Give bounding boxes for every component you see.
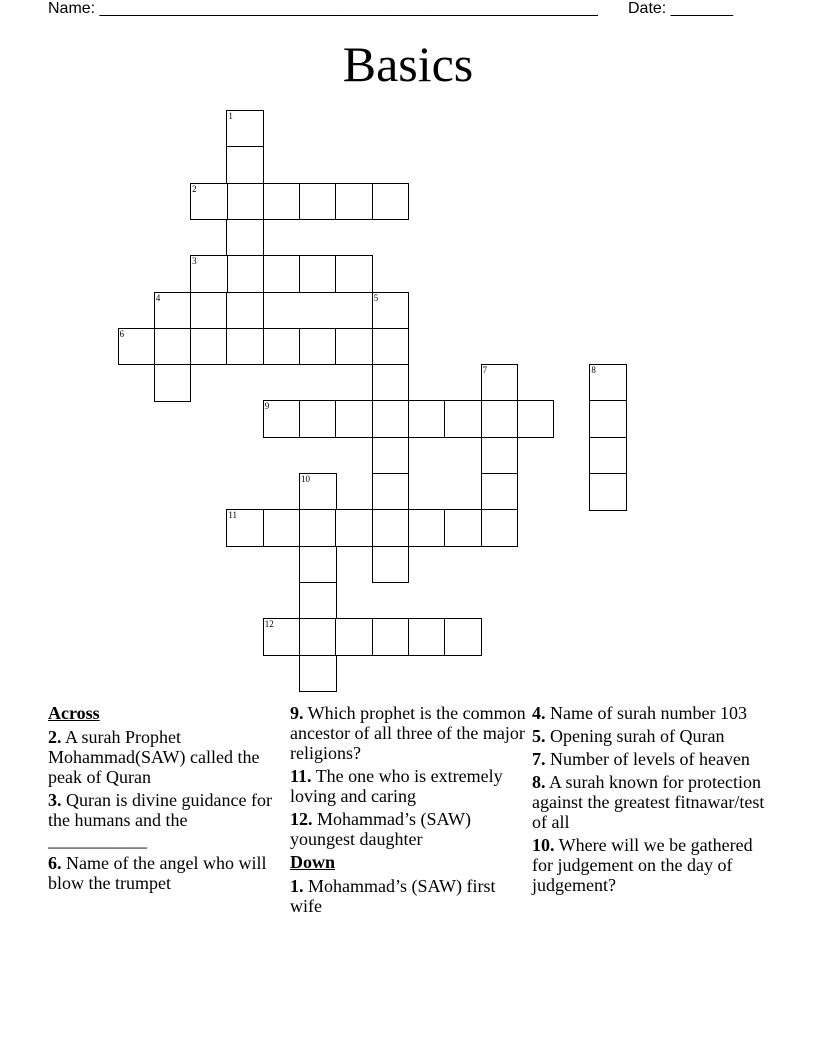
crossword-cell[interactable] xyxy=(190,183,228,221)
crossword-cell[interactable] xyxy=(408,618,446,656)
clue-number: 10 xyxy=(301,474,310,484)
crossword-cell[interactable] xyxy=(154,328,192,366)
crossword-cell[interactable] xyxy=(372,437,410,475)
clue-item xyxy=(532,703,767,723)
crossword-cell[interactable] xyxy=(263,328,301,366)
clue-item xyxy=(48,727,278,787)
crossword-cell[interactable] xyxy=(263,618,301,656)
crossword-cell[interactable] xyxy=(263,183,301,221)
crossword-cell[interactable] xyxy=(263,255,301,293)
crossword-cell[interactable] xyxy=(299,400,337,438)
crossword-cell[interactable] xyxy=(299,546,337,584)
crossword-cell[interactable] xyxy=(335,255,373,293)
crossword-cell[interactable] xyxy=(517,400,555,438)
crossword-cell[interactable] xyxy=(226,292,264,330)
down-heading: Down xyxy=(290,852,336,872)
clue-number: 11 xyxy=(228,510,238,521)
clue-item-number: 8. xyxy=(532,772,546,792)
clue-item-text: Opening surah of Quran xyxy=(545,726,725,746)
crossword-cell[interactable] xyxy=(154,292,192,330)
clue-item-number: 5. xyxy=(532,726,546,746)
crossword-cell[interactable] xyxy=(263,400,301,438)
crossword-cell[interactable] xyxy=(118,328,156,366)
clue-item xyxy=(290,809,530,849)
clue-number: 2 xyxy=(192,183,197,194)
clue-item-text: Name of the angel who will blow the trumpet xyxy=(48,853,267,893)
crossword-cell[interactable] xyxy=(226,255,264,293)
crossword-cell[interactable] xyxy=(226,146,264,184)
clue-item xyxy=(532,726,767,746)
crossword-cell[interactable] xyxy=(190,328,228,366)
crossword-cell[interactable] xyxy=(589,437,627,475)
crossword-cell[interactable] xyxy=(299,582,337,620)
crossword-cell[interactable] xyxy=(226,328,264,366)
crossword-cell[interactable] xyxy=(481,473,519,511)
crossword-cell[interactable] xyxy=(372,183,410,221)
clue-item-number: 10. xyxy=(532,835,555,855)
crossword-cell[interactable] xyxy=(299,328,337,366)
clue-number: 4 xyxy=(155,292,161,303)
clue-number: 8 xyxy=(591,365,596,376)
crossword-cell[interactable] xyxy=(408,509,446,547)
across-heading: Across xyxy=(48,703,100,723)
clue-item-number: 7. xyxy=(532,749,546,769)
crossword-cell[interactable] xyxy=(226,509,264,547)
crossword-cell[interactable] xyxy=(372,546,410,584)
clue-number: 12 xyxy=(264,619,274,630)
clue-item-number: 9. xyxy=(290,703,304,723)
clue-column-1 xyxy=(48,703,278,896)
clue-column-2 xyxy=(290,703,530,919)
crossword-cell[interactable] xyxy=(299,255,337,293)
crossword-cell[interactable] xyxy=(335,509,373,547)
clue-number: 5 xyxy=(373,292,379,303)
crossword-cell[interactable] xyxy=(299,655,337,693)
clue-item-text: Mohammad’s (SAW) first wife xyxy=(290,876,496,916)
clue-item-text: Quran is divine guidance for the humans and the ___________ xyxy=(48,790,272,850)
clue-item-text: Number of levels of heaven xyxy=(545,749,750,769)
crossword-cell[interactable] xyxy=(372,364,410,402)
crossword-cell[interactable] xyxy=(299,618,337,656)
clue-item xyxy=(532,835,767,895)
clue-column-3 xyxy=(532,703,767,898)
clue-item-number: 12. xyxy=(290,809,313,829)
crossword-cell[interactable] xyxy=(372,618,410,656)
crossword-cell[interactable] xyxy=(263,509,301,547)
clue-item-text: Where will we be gathered for judgement on the day of judgement? xyxy=(532,835,753,895)
crossword-cell[interactable] xyxy=(299,509,337,547)
crossword-cell[interactable] xyxy=(481,437,519,475)
crossword-cell[interactable] xyxy=(299,183,337,221)
crossword-cell[interactable] xyxy=(190,255,228,293)
clue-number: 7 xyxy=(482,365,487,376)
clue-item-number: 6. xyxy=(48,853,62,873)
crossword-cell[interactable] xyxy=(226,219,264,257)
crossword-cell[interactable] xyxy=(589,473,627,511)
clue-item-text: Which prophet is the common ancestor of all three of the major religions? xyxy=(290,703,526,763)
clue-item-number: 2. xyxy=(48,727,62,747)
crossword-cell[interactable] xyxy=(481,364,519,402)
clue-item xyxy=(532,772,767,832)
crossword-cell[interactable] xyxy=(589,364,627,402)
crossword-cell[interactable] xyxy=(226,183,264,221)
clue-item-number: 3. xyxy=(48,790,62,810)
crossword-cell[interactable] xyxy=(444,618,482,656)
clue-item-number: 4. xyxy=(532,703,546,723)
name-field[interactable]: Name: ________________________________________________________ xyxy=(48,0,598,17)
crossword-cell[interactable] xyxy=(226,110,264,148)
crossword-cell[interactable] xyxy=(589,400,627,438)
clue-item xyxy=(48,853,278,893)
crossword-cell[interactable] xyxy=(335,618,373,656)
clue-item-number: 11. xyxy=(290,766,312,786)
crossword-cell[interactable] xyxy=(372,509,410,547)
crossword-cell[interactable] xyxy=(372,292,410,330)
crossword-cell[interactable] xyxy=(372,473,410,511)
crossword-cell[interactable] xyxy=(481,400,519,438)
clue-number: 6 xyxy=(119,328,124,339)
crossword-cell[interactable] xyxy=(372,328,410,366)
crossword-cell[interactable] xyxy=(444,400,482,438)
date-field[interactable]: Date: _______ xyxy=(628,0,733,17)
crossword-cell[interactable] xyxy=(372,400,410,438)
clue-number: 9 xyxy=(264,401,270,412)
page-title: Basics xyxy=(342,36,474,92)
clue-number: 1 xyxy=(228,111,233,121)
clue-item-text: Mohammad’s (SAW) youngest daughter xyxy=(290,809,472,849)
clue-item-number: 1. xyxy=(290,876,304,896)
crossword-cell[interactable] xyxy=(335,328,373,366)
crossword-cell[interactable] xyxy=(154,364,192,402)
clue-item-text: Name of surah number 103 xyxy=(545,703,747,723)
clue-item-text: A surah known for protection against the greatest fitnawar/test of all xyxy=(532,772,765,832)
clue-item-text: The one who is extremely loving and caring xyxy=(290,766,503,806)
clue-item xyxy=(290,876,530,916)
crossword-cell[interactable] xyxy=(444,509,482,547)
crossword-cell[interactable] xyxy=(335,183,373,221)
crossword-cell[interactable] xyxy=(335,400,373,438)
crossword-cell[interactable] xyxy=(408,400,446,438)
clue-item xyxy=(532,749,767,769)
clue-number: 3 xyxy=(192,256,197,267)
crossword-cell[interactable] xyxy=(299,473,337,511)
clue-item xyxy=(290,703,530,763)
clue-item xyxy=(48,790,278,850)
clue-item xyxy=(290,766,530,806)
crossword-cell[interactable] xyxy=(481,509,519,547)
clue-item-text: A surah Prophet Mohammad(SAW) called the peak of Quran xyxy=(48,727,260,787)
